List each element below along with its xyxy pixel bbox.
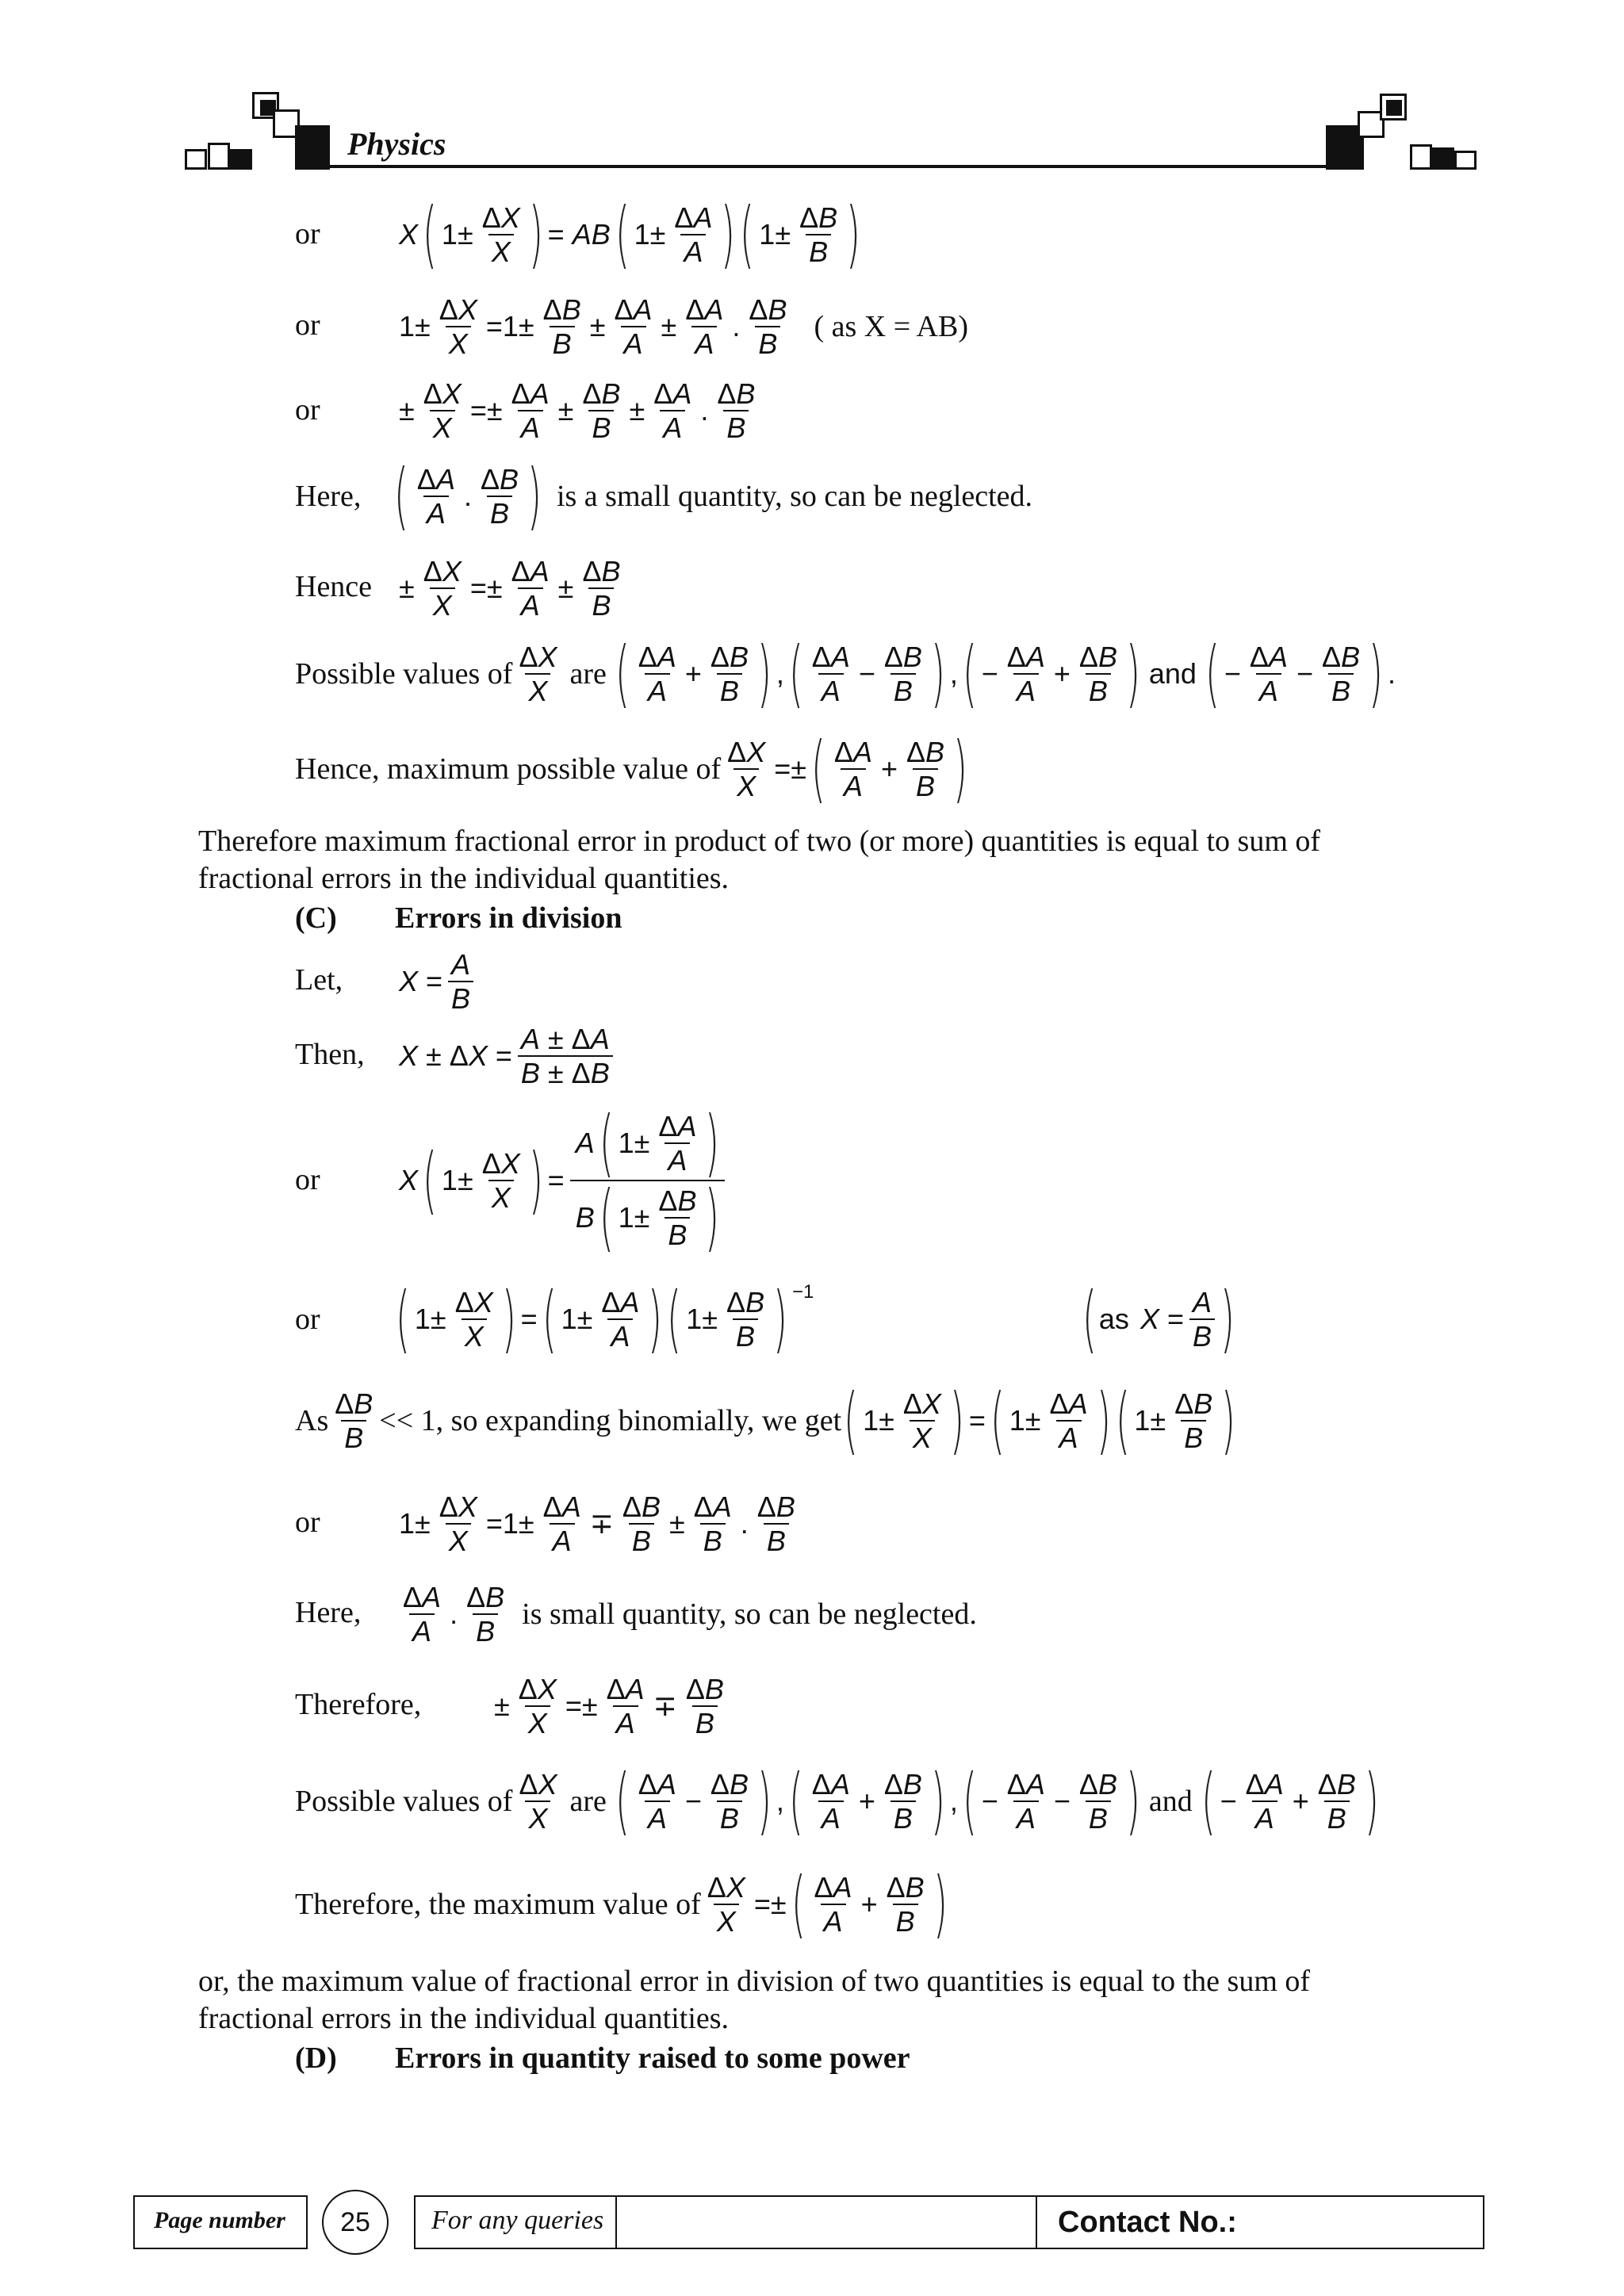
label-here: Here, (295, 1596, 362, 1629)
max-value-division: Therefore, the maximum value of $\frac{\Delta X}{X}$ =± ( $\frac{\Delta A}{A}$ + $\frac{\Delta B}{B}$ ) (295, 1862, 948, 1946)
equation-division-result: ± $\frac{\Delta X}{X}$ =± $\frac{\Delta A}{A}$ ∓ $\frac{\Delta B}{B}$ (494, 1672, 724, 1739)
label-or: or (295, 1506, 320, 1539)
possible-values-product: Possible values of $\frac{\Delta X}{X}$ are ( $\frac{\Delta A}{A}$ + $\frac{\Delta B}{B}$ ) , ( $\frac{\Delta A}{A}$ − $\frac{\Delta B}{B}$ ) , ( − $\frac{\Delta A}{A}$ + $\frac{\Delta B}{B}$ ) and ( − $\frac{\Delta A}{A}$ − $\frac{\Delta B}{B}$ ) . (295, 631, 1396, 716)
label-hence: Hence (295, 570, 373, 603)
paragraph-product-conclusion-line2: fractional errors in the individual quantities. (198, 862, 730, 895)
paragraph-division-conclusion-line2: fractional errors in the individual quantities. (198, 2002, 730, 2035)
paragraph-division-conclusion: or, the maximum value of fractional error in division of two quantities is equal to the sum of (198, 1965, 1311, 1998)
here-product-term: ( $\frac{\Delta A}{A}$ . $\frac{\Delta B}{B}$ ) is a small quantity, so can be neglected. (393, 453, 1033, 538)
equation-product-result: ± $\frac{\Delta X}{X}$ =± $\frac{\Delta A}{A}$ ± $\frac{\Delta B}{B}$ (399, 554, 621, 622)
label-here: Here, (295, 480, 362, 513)
binomial-expansion: As $\frac{\Delta B}{B}$ << 1, so expanding binomially, we get ( 1± $\frac{\Delta X}{X}$ ) = ( 1± $\frac{\Delta A}{A}$ ) ( 1± $\frac{\Delta B}{B}$ ) (295, 1378, 1236, 1463)
equation-division-step1: X ± ΔX = $\frac{A \pm \Delta A}{B \pm \Delta B}$ (396, 1015, 616, 1097)
as-x-equals-ab: ( as X = AB) (814, 310, 968, 343)
here-note: is a small quantity, so can be neglected. (556, 480, 1033, 513)
footer-contact-label: Contact No.: (1058, 2206, 1237, 2239)
footer-page-number: 25 (322, 2190, 389, 2255)
label-or: or (295, 217, 320, 251)
section-letter: (D) (295, 2042, 337, 2075)
section-title: Errors in division (395, 901, 622, 935)
label-then: Then, (295, 1038, 365, 1071)
equation-division-step2: X ( 1± $\frac{\Delta X}{X}$ ) = A ( 1± $\frac{\Delta A}{A}$ ) B ( 1± $\frac{\Delta B}{B}$ ) (396, 1097, 728, 1264)
paragraph-product-conclusion: Therefore maximum fractional error in product of two (or more) quantities is equal to sum of (198, 825, 1321, 858)
possible-values-division: Possible values of $\frac{\Delta X}{X}$ are ( $\frac{\Delta A}{A}$ − $\frac{\Delta B}{B}$ ) , ( $\frac{\Delta A}{A}$ + $\frac{\Delta B}{B}$ ) , ( − $\frac{\Delta A}{A}$ − $\frac{\Delta B}{B}$ ) and ( − $\frac{\Delta A}{A}$ + $\frac{\Delta B}{B}$ ) (295, 1758, 1379, 1843)
header-title: Physics (347, 126, 446, 162)
label-or: or (295, 1303, 320, 1336)
label-let: Let, (295, 963, 343, 997)
equation-product-step1: X ( 1± $\frac{\Delta X}{X}$ ) = AB ( 1± $\frac{\Delta A}{A}$ ) ( 1± $\frac{\Delta B}{B}$ ) (399, 192, 861, 277)
footer-queries-label: For any queries (431, 2206, 604, 2235)
label-therefore: Therefore, (295, 1688, 422, 1721)
footer-page-label: Page number (154, 2207, 285, 2233)
max-value-product: Hence, maximum possible value of $\frac{\Delta X}{X}$ =± ( $\frac{\Delta A}{A}$ + $\frac{\Delta B}{B}$ ) (295, 726, 967, 811)
equation-division-step3: ( 1± $\frac{\Delta X}{X}$ ) = ( 1± $\frac{\Delta A}{A}$ ) ( 1± $\frac{\Delta B}{B}$ ) −1 (395, 1276, 814, 1361)
section-letter: (C) (295, 901, 337, 935)
as-x-equals-a-over-b: ( as X = $\frac{A}{B}$ ) (1082, 1276, 1235, 1361)
label-or: or (295, 1163, 320, 1196)
here-division-term: $\frac{\Delta A}{A}$ . $\frac{\Delta B}{B}$ is small quantity, so can be neglected. (403, 1580, 977, 1647)
footer-divider (1036, 2195, 1037, 2248)
label-or: or (295, 393, 320, 427)
equation-division-def: X = $\frac{A}{B}$ (396, 940, 477, 1023)
equation-division-step4: 1± $\frac{\Delta X}{X}$ =1± $\frac{\Delta A}{A}$ ∓ $\frac{\Delta B}{B}$ ± $\frac{\Delta A}{B}$ . $\frac{\Delta B}{B}$ (399, 1490, 795, 1557)
header-rule (295, 165, 1326, 168)
section-title: Errors in quantity raised to some power (395, 2042, 910, 2075)
footer-divider (615, 2195, 617, 2248)
label-or: or (295, 308, 320, 342)
equation-product-step2: 1± $\frac{\Delta X}{X}$ =1± $\frac{\Delta B}{B}$ ± $\frac{\Delta A}{A}$ ± $\frac{\Delta A}{A}$ . $\frac{\Delta B}{B}$ ( as X = AB) (399, 293, 968, 360)
equation-product-step3: ± $\frac{\Delta X}{X}$ =± $\frac{\Delta A}{A}$ ± $\frac{\Delta B}{B}$ ± $\frac{\Delta A}{A}$ . $\frac{\Delta B}{B}$ (399, 377, 756, 444)
